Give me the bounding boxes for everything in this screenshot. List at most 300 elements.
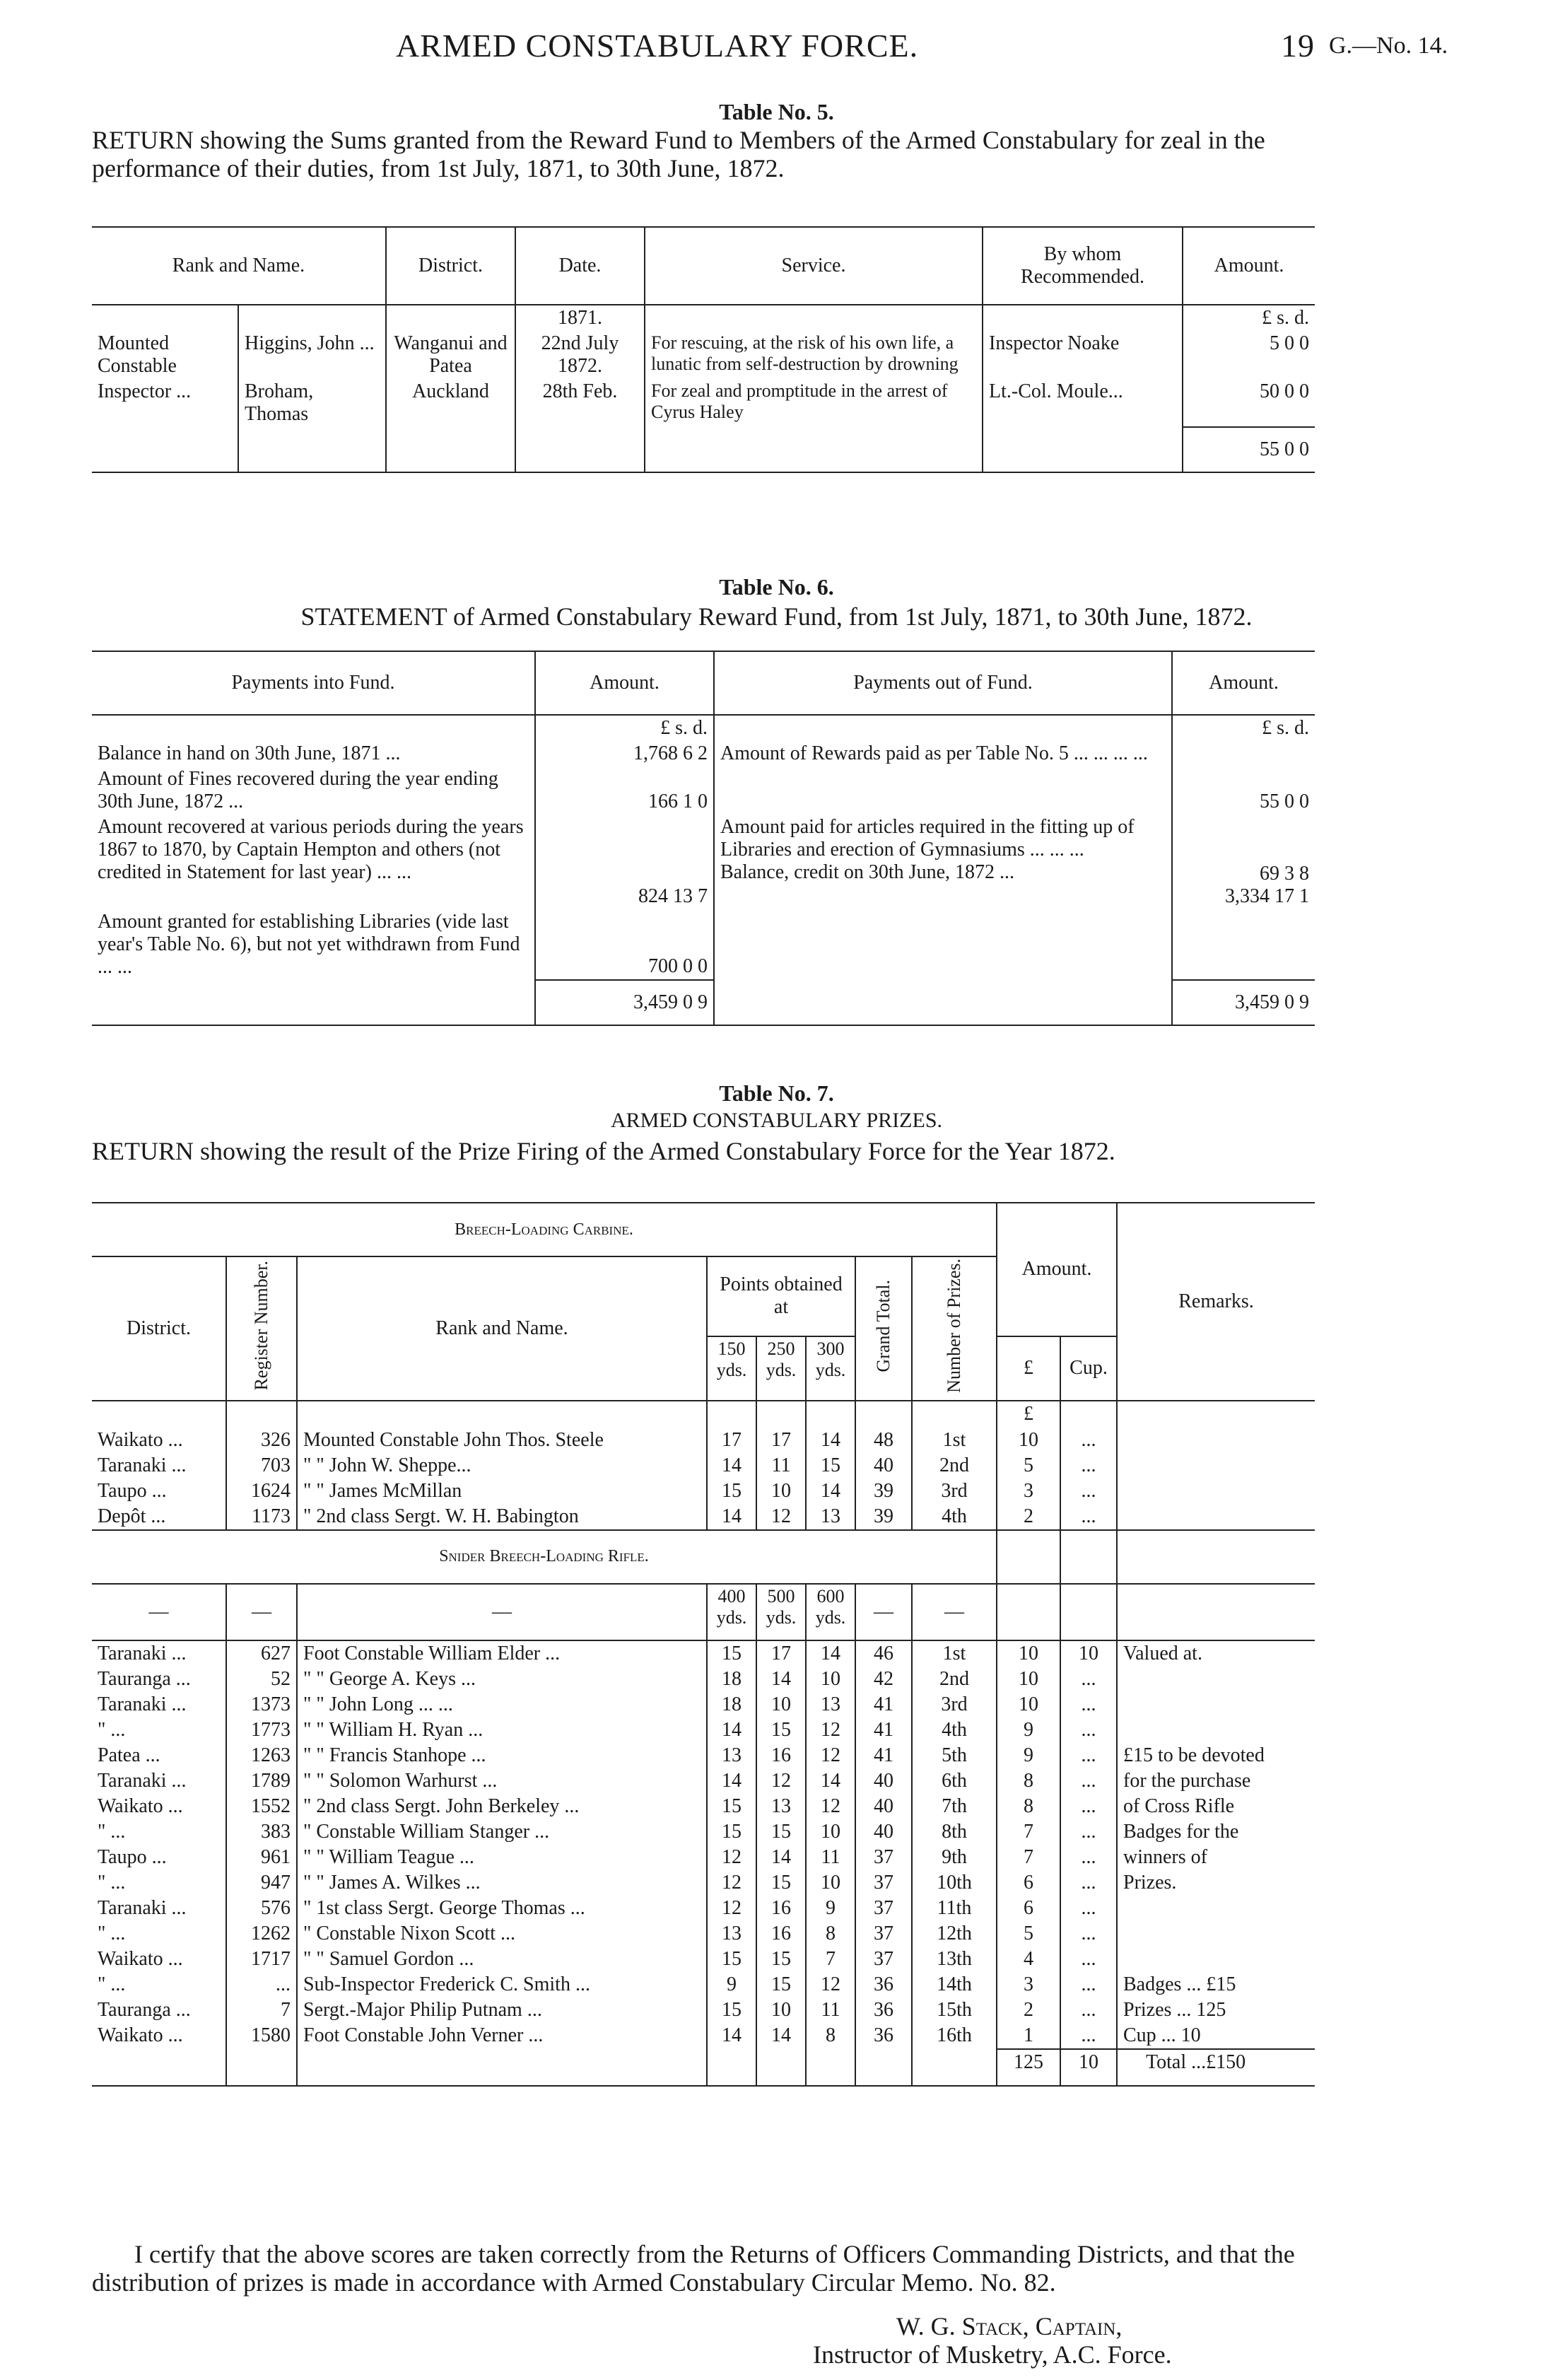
carbine-row <box>92 1453 1315 1478</box>
rifle-amount: 8 <box>997 1794 1060 1819</box>
rifle-district: Taupo ... <box>92 1845 226 1870</box>
page-reference: G.—No. 14. <box>1329 33 1448 59</box>
rifle-score-3: 7 <box>806 1947 855 1972</box>
rifle-grand-total: 36 <box>855 2023 912 2049</box>
t7-dash-grand: — <box>855 1584 912 1640</box>
rifle-prize: 3rd <box>912 1692 997 1717</box>
rifle-register: 52 <box>226 1667 297 1692</box>
rifle-district: Tauranga ... <box>92 1997 226 2023</box>
rifle-cup: ... <box>1060 2023 1117 2049</box>
carbine-score-3: 13 <box>806 1504 855 1530</box>
t7-section-rifle: Snider Breech-Loading Rifle. <box>92 1530 997 1584</box>
carbine-amount: 2 <box>997 1504 1060 1530</box>
rifle-cup: 10 <box>1060 1640 1117 1667</box>
t7-rifle-rows <box>92 1640 1315 2049</box>
t5-row2-service: For zeal and promptitude in the arrest of Cyrus Haley <box>645 379 983 427</box>
rifle-remark <box>1117 1921 1315 1947</box>
carbine-score-3: 14 <box>806 1428 855 1453</box>
rifle-score-2: 12 <box>756 1768 806 1794</box>
carbine-grand-total: 40 <box>855 1453 912 1478</box>
rifle-name: " " Samuel Gordon ... <box>297 1947 707 1972</box>
rifle-register: 383 <box>226 1819 297 1845</box>
t7-dash-rank: — <box>297 1584 707 1640</box>
rifle-grand-total: 40 <box>855 1819 912 1845</box>
t6-out-2-text: Amount paid for articles required in the fitting up of Libraries and erection of Gymnasiums ... ... ... <box>720 816 1135 861</box>
rifle-name: " " William Teague ... <box>297 1845 707 1870</box>
t6-currency-out: £ s. d. <box>1262 717 1309 739</box>
t5-row2-amount: 50 0 0 <box>1183 379 1315 427</box>
rifle-amount: 7 <box>997 1845 1060 1870</box>
rifle-score-3: 12 <box>806 1717 855 1743</box>
rifle-amount: 10 <box>997 1667 1060 1692</box>
t7-total-remark: Total ...£150 <box>1117 2049 1315 2086</box>
rifle-prize: 12th <box>912 1921 997 1947</box>
rifle-register: 1773 <box>226 1717 297 1743</box>
rifle-score-2: 14 <box>756 1845 806 1870</box>
carbine-cup: ... <box>1060 1428 1117 1453</box>
rifle-amount: 3 <box>997 1972 1060 1997</box>
rifle-score-2: 17 <box>756 1640 806 1667</box>
t7-dash-register: — <box>226 1584 297 1640</box>
carbine-district: Taranaki ... <box>92 1453 226 1478</box>
carbine-register: 1624 <box>226 1478 297 1504</box>
rifle-district: Taranaki ... <box>92 1896 226 1921</box>
t5-row2-district: Auckland <box>386 379 515 427</box>
rifle-name: " " Solomon Warhurst ... <box>297 1768 707 1794</box>
t6-total-out: 3,459 0 9 <box>1235 991 1309 1013</box>
t5-h-amount: Amount. <box>1214 255 1284 276</box>
rifle-register: 627 <box>226 1640 297 1667</box>
carbine-register: 1173 <box>226 1504 297 1530</box>
t7-range-600: 600 yds. <box>806 1584 855 1640</box>
t6-total-in: 3,459 0 9 <box>535 980 714 1025</box>
carbine-cup: ... <box>1060 1478 1117 1504</box>
rifle-district: Waikato ... <box>92 1794 226 1819</box>
rifle-remark: Prizes. <box>1123 1871 1177 1894</box>
rifle-amount: 10 <box>997 1640 1060 1667</box>
rifle-score-1: 14 <box>707 1717 756 1743</box>
rifle-cup: ... <box>1060 1845 1117 1870</box>
rifle-score-2: 15 <box>756 1870 806 1896</box>
rifle-cup: ... <box>1060 1768 1117 1794</box>
rifle-remark: for the purchase <box>1123 1769 1251 1792</box>
t7-h-remarks: Remarks. <box>1178 1290 1254 1312</box>
t7-range-250: 250 yds. <box>756 1336 806 1401</box>
rifle-amount: 6 <box>997 1870 1060 1896</box>
rifle-amount: 2 <box>997 1997 1060 2023</box>
rifle-row <box>92 1692 1315 1717</box>
rifle-score-2: 15 <box>756 1947 806 1972</box>
t7-pound-mark: £ <box>997 1401 1060 1428</box>
rifle-district: " ... <box>92 1972 226 1997</box>
carbine-name: " " John W. Sheppe... <box>297 1453 707 1478</box>
rifle-remark <box>1117 1667 1315 1692</box>
rifle-remark: Valued at. <box>1123 1642 1202 1664</box>
rifle-register: 576 <box>226 1896 297 1921</box>
carbine-score-1: 14 <box>707 1504 756 1530</box>
rifle-remark: winners of <box>1123 1845 1207 1868</box>
carbine-score-2: 12 <box>756 1504 806 1530</box>
rifle-grand-total: 37 <box>855 1870 912 1896</box>
table6-label: Table No. 6. <box>719 574 834 600</box>
rifle-remark: Prizes ... 125 <box>1123 1998 1226 2021</box>
carbine-district: Depôt ... <box>92 1504 226 1530</box>
rifle-score-1: 12 <box>707 1870 756 1896</box>
t7-total-amount: 125 <box>997 2049 1060 2086</box>
rifle-district: Waikato ... <box>92 1947 226 1972</box>
rifle-grand-total: 46 <box>855 1640 912 1667</box>
rifle-score-2: 13 <box>756 1794 806 1819</box>
t5-year-1871: 1871. <box>515 305 645 331</box>
table7 <box>92 1202 1315 2087</box>
t7-h-register: Register Number. <box>251 1261 271 1391</box>
rifle-row <box>92 1667 1315 1692</box>
t6-in-4-amount: 700 0 0 <box>535 909 714 980</box>
t6-out-3-text: Balance, credit on 30th June, 1872 ... <box>720 861 1015 883</box>
rifle-row <box>92 1870 1315 1896</box>
rifle-district: " ... <box>92 1870 226 1896</box>
t7-dash-district: — <box>92 1584 226 1640</box>
t7-range-300: 300 yds. <box>806 1336 855 1401</box>
rifle-row <box>92 1947 1315 1972</box>
t5-row1-rank: Mounted Constable <box>92 331 238 379</box>
t7-h-grand: Grand Total. <box>873 1279 893 1372</box>
rifle-name: Sub-Inspector Frederick C. Smith ... <box>297 1972 707 1997</box>
rifle-grand-total: 41 <box>855 1743 912 1768</box>
rifle-amount: 8 <box>997 1768 1060 1794</box>
rifle-cup: ... <box>1060 1794 1117 1819</box>
rifle-grand-total: 41 <box>855 1692 912 1717</box>
rifle-name: " 2nd class Sergt. John Berkeley ... <box>297 1794 707 1819</box>
rifle-name: " 1st class Sergt. George Thomas ... <box>297 1896 707 1921</box>
t6-in-1-amount: 1,768 6 2 <box>535 741 714 766</box>
t6-out-1: Amount of Rewards paid as per Table No. 5 ... ... ... ... <box>714 741 1172 815</box>
rifle-score-1: 14 <box>707 1768 756 1794</box>
rifle-amount: 1 <box>997 2023 1060 2049</box>
rifle-score-1: 15 <box>707 1640 756 1667</box>
rifle-prize: 5th <box>912 1743 997 1768</box>
t6-in-2-amount: 166 1 0 <box>535 766 714 815</box>
table5-intro: RETURN showing the Sums granted from the Reward Fund to Members of the Armed Constabulary for zeal in the performance of their duties, from 1st July, 1871, to 30th June, 1872. <box>92 126 1265 182</box>
rifle-score-3: 14 <box>806 1640 855 1667</box>
t6-out-2-amounts <box>1172 815 1315 909</box>
t7-h-district: District. <box>92 1256 226 1401</box>
rifle-grand-total: 37 <box>855 1921 912 1947</box>
t5-row1-service: For rescuing, at the risk of his own life, a lunatic from self-destruction by drowning <box>645 331 983 379</box>
rifle-prize: 15th <box>912 1997 997 2023</box>
carbine-row <box>92 1478 1315 1504</box>
t7-h-pound: £ <box>997 1336 1060 1401</box>
rifle-score-1: 13 <box>707 1921 756 1947</box>
carbine-score-1: 15 <box>707 1478 756 1504</box>
carbine-amount: 10 <box>997 1428 1060 1453</box>
rifle-amount: 4 <box>997 1947 1060 1972</box>
t7-h-points: Points obtained at <box>707 1256 855 1336</box>
rifle-score-2: 16 <box>756 1896 806 1921</box>
rifle-score-3: 8 <box>806 2023 855 2049</box>
rifle-score-3: 12 <box>806 1972 855 1997</box>
rifle-district: Taranaki ... <box>92 1692 226 1717</box>
carbine-district: Waikato ... <box>92 1428 226 1453</box>
rifle-district: Patea ... <box>92 1743 226 1768</box>
rifle-amount: 10 <box>997 1692 1060 1717</box>
rifle-grand-total: 37 <box>855 1896 912 1921</box>
rifle-remark <box>1117 1896 1315 1921</box>
t6-in-3-amount: 824 13 7 <box>535 815 714 909</box>
rifle-score-2: 15 <box>756 1819 806 1845</box>
rifle-score-3: 14 <box>806 1768 855 1794</box>
rifle-score-3: 8 <box>806 1921 855 1947</box>
rifle-remark: Badges for the <box>1123 1820 1239 1843</box>
t5-row2-date: 28th Feb. <box>515 379 645 427</box>
rifle-register: 1552 <box>226 1794 297 1819</box>
carbine-score-3: 14 <box>806 1478 855 1504</box>
rifle-prize: 11th <box>912 1896 997 1921</box>
rifle-register: 1263 <box>226 1743 297 1768</box>
rifle-row <box>92 1845 1315 1870</box>
rifle-cup: ... <box>1060 1819 1117 1845</box>
t5-row2-name: Broham, Thomas <box>238 379 386 427</box>
t5-year-1872: 1872. <box>558 355 602 377</box>
rifle-register: 947 <box>226 1870 297 1896</box>
rifle-register: 7 <box>226 1997 297 2023</box>
t6-in-2: Amount of Fines recovered during the year ending 30th June, 1872 ... <box>92 766 535 815</box>
rifle-name: " " George A. Keys ... <box>297 1667 707 1692</box>
t6-h-out-amount: Amount. <box>1209 672 1279 694</box>
rifle-grand-total: 40 <box>855 1794 912 1819</box>
rifle-prize: 2nd <box>912 1667 997 1692</box>
rifle-score-2: 16 <box>756 1743 806 1768</box>
carbine-score-2: 11 <box>756 1453 806 1478</box>
rifle-score-3: 12 <box>806 1794 855 1819</box>
rifle-cup: ... <box>1060 1972 1117 1997</box>
rifle-score-2: 10 <box>756 1997 806 2023</box>
rifle-amount: 7 <box>997 1819 1060 1845</box>
t5-row1-date: 22nd July 1872. <box>515 331 645 379</box>
rifle-score-1: 12 <box>707 1845 756 1870</box>
rifle-remark: of Cross Rifle <box>1123 1795 1235 1817</box>
rifle-prize: 14th <box>912 1972 997 1997</box>
carbine-score-1: 14 <box>707 1453 756 1478</box>
t5-row2-by: Lt.-Col. Moule... <box>983 379 1183 427</box>
rifle-remark <box>1117 1717 1315 1743</box>
carbine-name: Mounted Constable John Thos. Steele <box>297 1428 707 1453</box>
rifle-name: Foot Constable William Elder ... <box>297 1640 707 1667</box>
t6-h-in-amount: Amount. <box>535 651 714 715</box>
rifle-cup: ... <box>1060 1870 1117 1896</box>
rifle-score-1: 15 <box>707 1794 756 1819</box>
rifle-row <box>92 1972 1315 1997</box>
rifle-grand-total: 41 <box>855 1717 912 1743</box>
carbine-register: 703 <box>226 1453 297 1478</box>
rifle-grand-total: 36 <box>855 1997 912 2023</box>
t6-out-3-amount: 3,334 17 1 <box>1225 885 1309 907</box>
rifle-score-1: 9 <box>707 1972 756 1997</box>
rifle-remark: £15 to be devoted <box>1123 1744 1265 1766</box>
t7-h-amount: Amount. <box>997 1203 1117 1336</box>
signer-name: W. G. Stack, Captain, <box>896 2312 1123 2340</box>
rifle-register: 1789 <box>226 1768 297 1794</box>
rifle-prize: 13th <box>912 1947 997 1972</box>
t7-section-carbine: Breech-Loading Carbine. <box>92 1203 997 1256</box>
rifle-row <box>92 1819 1315 1845</box>
signer-role: Instructor of Musketry, A.C. Force. <box>813 2340 1172 2369</box>
rifle-remark: Cup ... 10 <box>1123 2024 1201 2046</box>
rifle-district: Waikato ... <box>92 2023 226 2049</box>
rifle-score-1: 12 <box>707 1896 756 1921</box>
rifle-score-2: 14 <box>756 2023 806 2049</box>
rifle-remark <box>1117 1947 1315 1972</box>
rifle-row <box>92 1743 1315 1768</box>
t5-total: 55 0 0 <box>1260 438 1309 460</box>
rifle-score-3: 12 <box>806 1743 855 1768</box>
rifle-score-1: 14 <box>707 2023 756 2049</box>
t6-in-1: Balance in hand on 30th June, 1871 ... <box>92 741 535 766</box>
carbine-name: " " James McMillan <box>297 1478 707 1504</box>
rifle-name: " " Francis Stanhope ... <box>297 1743 707 1768</box>
table5 <box>92 226 1315 473</box>
t6-out-2-amount: 69 3 8 <box>1260 863 1309 885</box>
rifle-prize: 1st <box>912 1640 997 1667</box>
carbine-score-3: 15 <box>806 1453 855 1478</box>
carbine-cup: ... <box>1060 1453 1117 1478</box>
rifle-district: " ... <box>92 1921 226 1947</box>
table7-label: Table No. 7. <box>719 1080 834 1106</box>
rifle-district: Taranaki ... <box>92 1640 226 1667</box>
rifle-score-2: 14 <box>756 1667 806 1692</box>
rifle-cup: ... <box>1060 1896 1117 1921</box>
t6-h-in: Payments into Fund. <box>92 651 535 715</box>
rifle-score-1: 18 <box>707 1667 756 1692</box>
t7-carbine-rows <box>92 1401 1315 1530</box>
rifle-score-3: 10 <box>806 1870 855 1896</box>
rifle-score-1: 15 <box>707 1997 756 2023</box>
rifle-row <box>92 1997 1315 2023</box>
rifle-district: " ... <box>92 1819 226 1845</box>
rifle-prize: 10th <box>912 1870 997 1896</box>
rifle-prize: 4th <box>912 1717 997 1743</box>
carbine-prize: 1st <box>912 1428 997 1453</box>
rifle-register: ... <box>226 1972 297 1997</box>
rifle-cup: ... <box>1060 1997 1117 2023</box>
rifle-score-1: 15 <box>707 1819 756 1845</box>
carbine-prize: 4th <box>912 1504 997 1530</box>
rifle-register: 1262 <box>226 1921 297 1947</box>
carbine-row <box>92 1428 1315 1453</box>
t7-h-prizes: Number of Prizes. <box>944 1259 964 1393</box>
rifle-register: 961 <box>226 1845 297 1870</box>
rifle-prize: 9th <box>912 1845 997 1870</box>
t5-row1-name: Higgins, John ... <box>238 331 386 379</box>
carbine-row <box>92 1504 1315 1530</box>
rifle-amount: 9 <box>997 1717 1060 1743</box>
rifle-grand-total: 42 <box>855 1667 912 1692</box>
rifle-row <box>92 2023 1315 2049</box>
rifle-district: " ... <box>92 1717 226 1743</box>
rifle-district: Taranaki ... <box>92 1768 226 1794</box>
carbine-name: " 2nd class Sergt. W. H. Babington <box>297 1504 707 1530</box>
page-number: 19 <box>1281 28 1315 64</box>
carbine-grand-total: 39 <box>855 1504 912 1530</box>
t7-range-400: 400 yds. <box>707 1584 756 1640</box>
rifle-score-2: 15 <box>756 1717 806 1743</box>
rifle-grand-total: 36 <box>855 1972 912 1997</box>
rifle-score-1: 13 <box>707 1743 756 1768</box>
rifle-score-3: 9 <box>806 1896 855 1921</box>
t6-in-3: Amount recovered at various periods during the years 1867 to 1870, by Captain Hempton and others (not credited in Statement for last year) ... ... <box>92 815 535 909</box>
t5-currency: £ s. d. <box>1262 307 1309 329</box>
rifle-register: 1580 <box>226 2023 297 2049</box>
rifle-cup: ... <box>1060 1921 1117 1947</box>
rifle-remark <box>1117 1692 1315 1717</box>
table7-subtitle: ARMED CONSTABULARY PRIZES. <box>610 1109 943 1132</box>
rifle-score-1: 18 <box>707 1692 756 1717</box>
rifle-prize: 8th <box>912 1819 997 1845</box>
rifle-grand-total: 37 <box>855 1947 912 1972</box>
table7-intro: RETURN showing the result of the Prize Firing of the Armed Constabulary Force for the Year 1872. <box>92 1137 1115 1165</box>
rifle-score-3: 13 <box>806 1692 855 1717</box>
rifle-remark: Badges ... £15 <box>1123 1973 1236 1995</box>
carbine-score-1: 17 <box>707 1428 756 1453</box>
rifle-row <box>92 1896 1315 1921</box>
carbine-cup: ... <box>1060 1504 1117 1530</box>
carbine-score-2: 10 <box>756 1478 806 1504</box>
rifle-district: Tauranga ... <box>92 1667 226 1692</box>
t5-row2-rank: Inspector ... <box>92 379 238 427</box>
t5-row1-by: Inspector Noake <box>983 331 1183 379</box>
t7-h-cup: Cup. <box>1060 1336 1117 1401</box>
rifle-name: Foot Constable John Verner ... <box>297 2023 707 2049</box>
carbine-amount: 5 <box>997 1453 1060 1478</box>
t5-h-date: Date. <box>515 227 645 305</box>
rifle-prize: 16th <box>912 2023 997 2049</box>
rifle-name: Sergt.-Major Philip Putnam ... <box>297 1997 707 2023</box>
t6-out-2 <box>714 815 1172 909</box>
rifle-cup: ... <box>1060 1667 1117 1692</box>
rifle-amount: 6 <box>997 1896 1060 1921</box>
rifle-row <box>92 1640 1315 1667</box>
rifle-name: " Constable Nixon Scott ... <box>297 1921 707 1947</box>
carbine-register: 326 <box>226 1428 297 1453</box>
t7-dash-prizes: — <box>912 1584 997 1640</box>
rifle-cup: ... <box>1060 1717 1117 1743</box>
rifle-cup: ... <box>1060 1743 1117 1768</box>
rifle-score-3: 10 <box>806 1667 855 1692</box>
carbine-prize: 3rd <box>912 1478 997 1504</box>
rifle-amount: 5 <box>997 1921 1060 1947</box>
page-header-title: ARMED CONSTABULARY FORCE. <box>396 28 919 64</box>
table6-intro: STATEMENT of Armed Constabulary Reward Fund, from 1st July, 1871, to 30th June, 1872. <box>300 602 1253 631</box>
t6-in-4: Amount granted for establishing Libraries (vide last year's Table No. 6), but not yet withdrawn from Fund ... ... <box>92 909 535 980</box>
rifle-score-2: 16 <box>756 1921 806 1947</box>
rifle-grand-total: 37 <box>855 1845 912 1870</box>
rifle-name: " " James A. Wilkes ... <box>297 1870 707 1896</box>
t6-currency-in: £ s. d. <box>535 715 714 741</box>
rifle-amount: 9 <box>997 1743 1060 1768</box>
rifle-score-3: 11 <box>806 1845 855 1870</box>
rifle-score-2: 15 <box>756 1972 806 1997</box>
rifle-prize: 6th <box>912 1768 997 1794</box>
rifle-name: " Constable William Stanger ... <box>297 1819 707 1845</box>
rifle-score-3: 11 <box>806 1997 855 2023</box>
certification-text: I certify that the above scores are taken correctly from the Returns of Officers Commanding Districts, and that the distribution of prizes is made in accordance with Armed Constabulary Circular Memo. No. 82. <box>92 2240 1295 2297</box>
t5-row1-amount: 5 0 0 <box>1270 332 1309 354</box>
rifle-row <box>92 1768 1315 1794</box>
t5-h-rank: Rank and Name. <box>92 227 386 305</box>
carbine-amount: 3 <box>997 1478 1060 1504</box>
t7-total-cup: 10 <box>1060 2049 1117 2086</box>
t6-out-1-amount: 55 0 0 <box>1260 791 1309 812</box>
